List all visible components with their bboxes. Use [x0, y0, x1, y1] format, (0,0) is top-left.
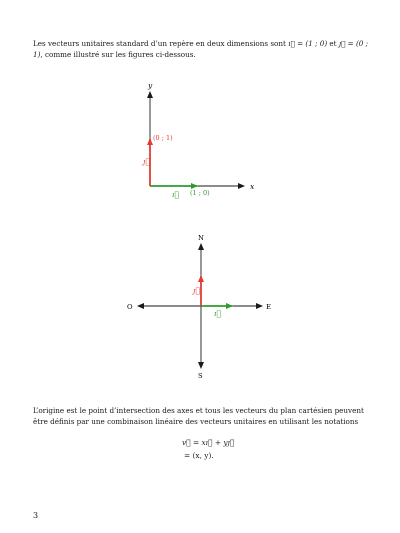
- intro-and: et: [327, 39, 339, 48]
- i-definition: ı⃗ = (1 ; 0): [288, 39, 328, 48]
- equation-line-2: = (x, y).: [184, 451, 214, 460]
- i-vector-label: ı⃗: [172, 190, 179, 199]
- j-coord-label: (0 ; 1): [153, 134, 173, 142]
- compass-south: S: [198, 372, 203, 380]
- origin-paragraph: L’origine est le point d’intersection des axes et tous les vecteurs du plan cartésien peuvent être définis par une combinaison linéaire des vecteurs unitaires en utilisant les notations: [33, 406, 364, 426]
- i-coord-label: (1 ; 0): [190, 189, 210, 197]
- y-axis-label: y: [148, 81, 153, 90]
- intro-text: Les vecteurs unitaires standard d’un repère en deux dimensions sont: [33, 39, 289, 48]
- x-axis-label: x: [250, 182, 255, 191]
- compass-east: E: [266, 303, 271, 311]
- page-number: 3: [33, 511, 39, 520]
- j-vector-label: ȷ⃗: [143, 157, 150, 166]
- compass-north: N: [198, 234, 204, 242]
- j-definition: ȷ⃗ = (0 ; 1): [33, 39, 369, 59]
- intro-tail: , comme illustré sur les figures ci-dessous.: [40, 49, 196, 59]
- equation-line-1: v⃗ = xı⃗ + yȷ⃗: [182, 438, 235, 447]
- compass-j-label: ȷ⃗: [193, 286, 200, 295]
- compass-i-label: ı⃗: [214, 309, 221, 318]
- compass-west: O: [127, 303, 133, 311]
